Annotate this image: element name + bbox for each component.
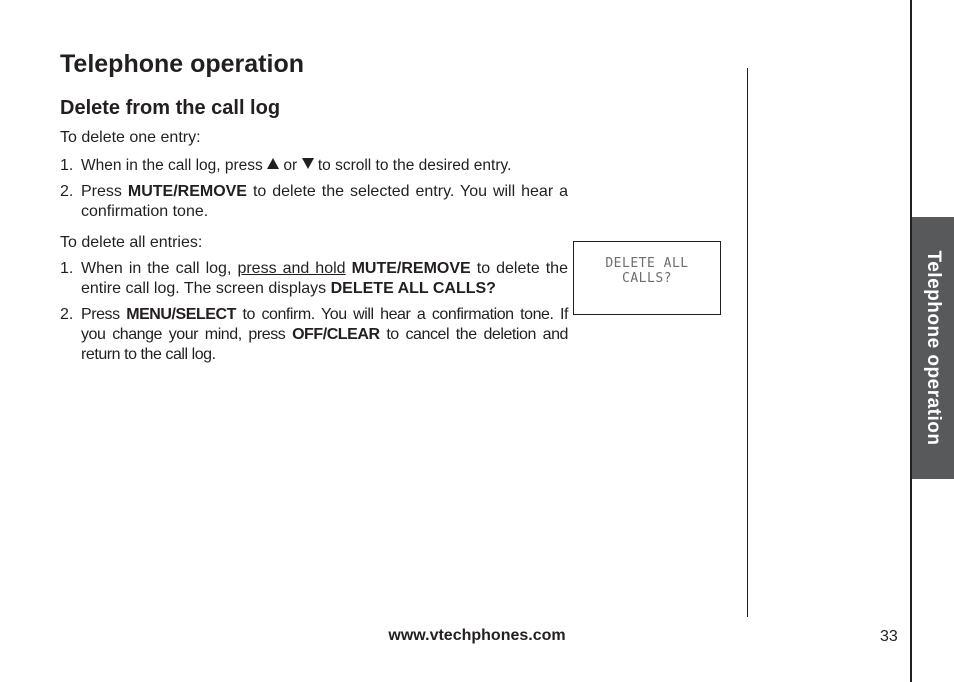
step-text: or — [283, 157, 298, 174]
key-name: OFF/CLEAR — [292, 326, 380, 343]
step-text: Press — [81, 183, 122, 200]
step-text: to delete the entire call log. The screen displays — [81, 260, 568, 297]
up-triangle-icon — [267, 158, 279, 169]
step-text: When in the call log, press — [81, 157, 263, 174]
step-number: 2. — [60, 183, 74, 200]
list-item — [60, 305, 568, 365]
display-text: DELETE ALL CALLS? — [330, 280, 496, 297]
step-text: to confirm. You will hear a confirmation tone. If you change your mind, press — [81, 306, 569, 343]
emphasis-underline: press and hold — [237, 260, 346, 277]
list-item — [60, 156, 568, 176]
intro-one-entry: To delete one entry: — [60, 129, 201, 146]
step-number: 1. — [60, 157, 74, 174]
key-name: MUTE/REMOVE — [127, 183, 247, 200]
step-text: to delete the selected entry. You will hear a confirmation tone. — [81, 183, 568, 220]
step-text: to cancel the deletion and return to the call log. — [81, 326, 568, 363]
step-number: 2. — [60, 306, 74, 323]
handset-screen — [573, 241, 721, 315]
step-text: When in the call log, — [81, 260, 232, 277]
list-item — [60, 259, 568, 299]
key-name: MUTE/REMOVE — [351, 260, 471, 277]
screen-line-1: DELETE ALL — [605, 256, 689, 271]
side-tab-label: Telephone operation — [923, 250, 944, 446]
footer-url: www.vtechphones.com — [388, 627, 566, 644]
page-title: Telephone operation — [60, 50, 304, 78]
step-text: to scroll to the desired entry. — [317, 157, 512, 174]
intro-all-entries: To delete all entries: — [60, 234, 203, 251]
down-triangle-icon — [302, 158, 314, 169]
column-divider — [747, 68, 748, 617]
section-title: Delete from the call log — [60, 97, 281, 119]
step-number: 1. — [60, 260, 74, 277]
step-text: Press — [81, 306, 120, 323]
steps-one-entry — [60, 156, 568, 228]
page-number: 33 — [880, 628, 898, 645]
key-name: MENU/SELECT — [126, 306, 236, 323]
side-tab — [912, 217, 954, 479]
steps-all-entries — [60, 259, 568, 371]
list-item — [60, 182, 568, 222]
screen-line-2: CALLS? — [622, 271, 672, 286]
